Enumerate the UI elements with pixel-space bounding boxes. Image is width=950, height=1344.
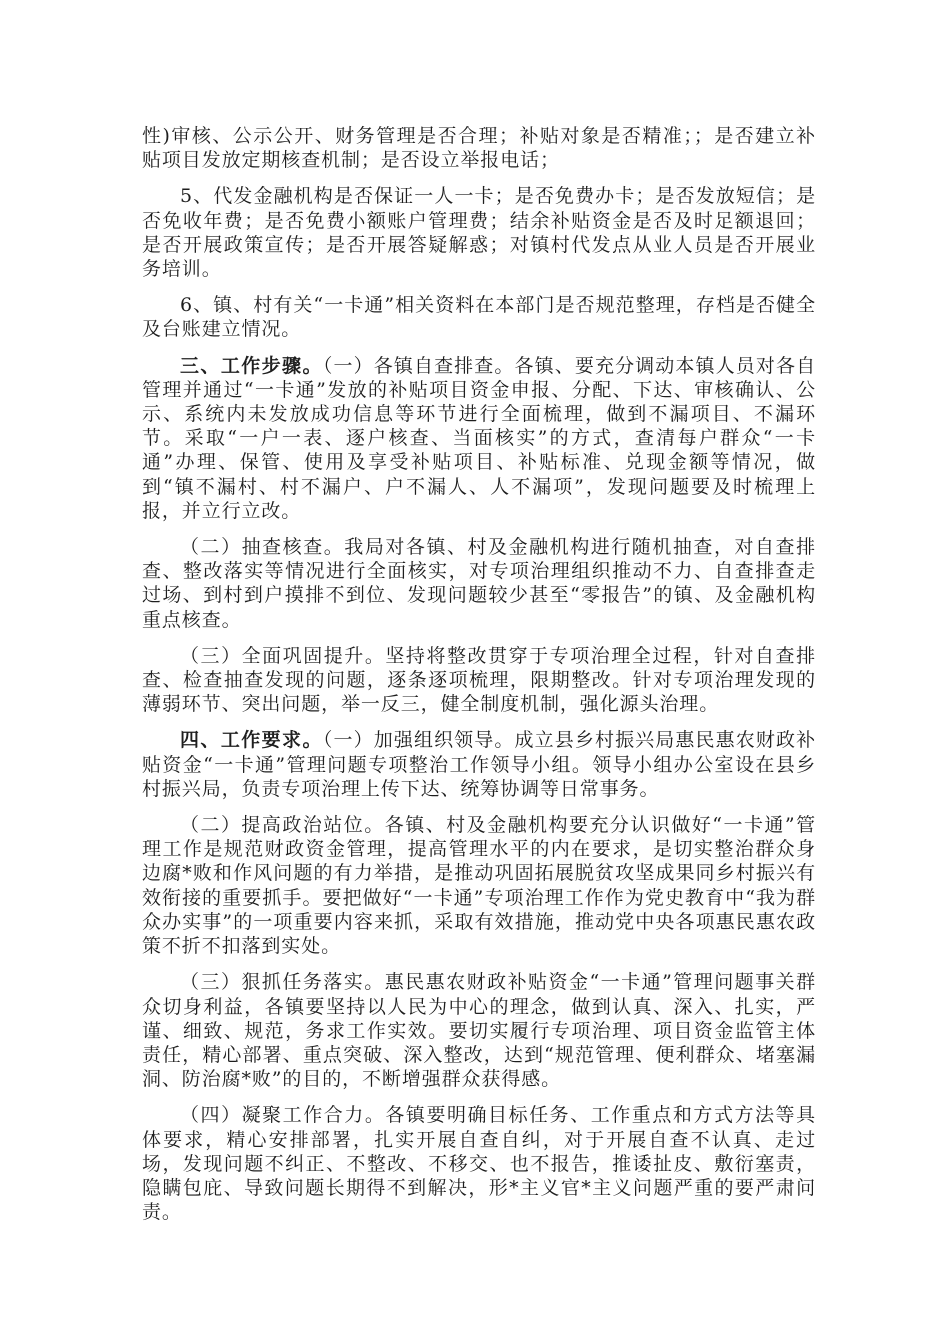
paragraph-text: （一）各镇自查排查。各镇、要充分调动本镇人员对各自管理并通过“一卡通”发放的补贴项目资金申报、分配、下达、审核确认、公示、系统内未发放成功信息等环节进行全面梳理，做到不漏项目、不漏环节。采取“一户一表、逐户核查、当面核实”的方式，查清每户群众“一卡通”办理、保管、使用及享受补贴项目、补贴标准、兑现金额等情况，做到“镇不漏村、村不漏户、户不漏人、人不漏项”，发现问题要及时梳理上报，并立行立改。	[142, 354, 816, 522]
paragraph-consolidate	[142, 644, 816, 717]
paragraph-text: （二）提高政治站位。各镇、村及金融机构要充分认识做好“一卡通”管理工作是规范财政资金管理，提高管理水平的内在要求，是切实整治群众身边腐*败和作风问题的有力举措，是推动巩固拓展脱贫攻坚成果同乡村振兴有效衔接的重要抓手。要把做好“一卡通”专项治理工作作为党史教育中“我为群众办实事”的一项重要内容来抓，采取有效措施，推动党中央各项惠民惠农政策不折不扣落到实处。	[142, 814, 816, 958]
paragraph-task-implementation	[142, 970, 816, 1091]
paragraph-text: （二）抽查核查。我局对各镇、村及金融机构进行随机抽查，对自查排查、整改落实等情况进行全面核实，对专项治理组织推动不力、自查排查走过场、到村到户摸排不到位、发现问题较少甚至“零报告”的镇、及金融机构重点核查。	[142, 536, 816, 631]
paragraph-continuation	[142, 124, 816, 172]
paragraph-text: 5、代发金融机构是否保证一人一卡；是否免费办卡；是否发放短信；是否免收年费；是否免费小额账户管理费；结余补贴资金是否及时足额退回；是否开展政策宣传；是否开展答疑解惑；对镇村代发点从业人员是否开展业务培训。	[142, 185, 816, 281]
document-page	[142, 124, 816, 1236]
paragraph-text: 性)审核、公示公开、财务管理是否合理；补贴对象是否精准；；是否建立补贴项目发放定期核查机制；是否设立举报电话；	[142, 125, 816, 172]
paragraph-text: （三）狠抓任务落实。惠民惠农财政补贴资金“一卡通”管理问题事关群众切身利益，各镇要坚持以人民为中心的理念，做到认真、深入、扎实，严谨、细致、规范，务求工作实效。要切实履行专项治理、项目资金监管主体责任，精心部署、重点突破、深入整改，达到“规范管理、便利群众、堵塞漏洞、防治腐*败”的目的，不断增强群众获得感。	[142, 971, 816, 1091]
section-work-steps	[142, 354, 816, 523]
section-heading: 四、工作要求。	[180, 729, 323, 752]
section-work-requirements	[142, 728, 816, 801]
section-heading: 三、工作步骤。	[180, 354, 323, 377]
paragraph-spot-check	[142, 535, 816, 632]
paragraph-text: （三）全面巩固提升。坚持将整改贯穿于专项治理全过程，针对自查排查、检查抽查发现的问题，逐条逐项梳理，限期整改。针对专项治理发现的薄弱环节、突出问题，举一反三，健全制度机制，强化源头治理。	[142, 644, 816, 716]
paragraph-political-stance	[142, 813, 816, 958]
paragraph-item-5	[142, 184, 816, 281]
paragraph-text: 6、镇、村有关“一卡通”相关资料在本部门是否规范整理，存档是否健全及台账建立情况。	[142, 294, 816, 341]
paragraph-text: （四）凝聚工作合力。各镇要明确目标任务、工作重点和方式方法等具体要求，精心安排部署，扎实开展自查自纠，对于开展自查不认真、走过场，发现问题不纠正、不整改、不移交、也不报告，推诿扯皮、敷衍塞责，隐瞒包庇、导致问题长期得不到解决，形*主义官*主义问题严重的要严肃问责。	[142, 1104, 816, 1224]
paragraph-text: （一）加强组织领导。成立县乡村振兴局惠民惠农财政补贴资金“一卡通”管理问题专项整治工作领导小组。领导小组办公室设在县乡村振兴局，负责专项治理上传下达、统筹协调等日常事务。	[142, 729, 816, 800]
paragraph-item-6	[142, 293, 816, 341]
paragraph-joint-effort	[142, 1103, 816, 1224]
